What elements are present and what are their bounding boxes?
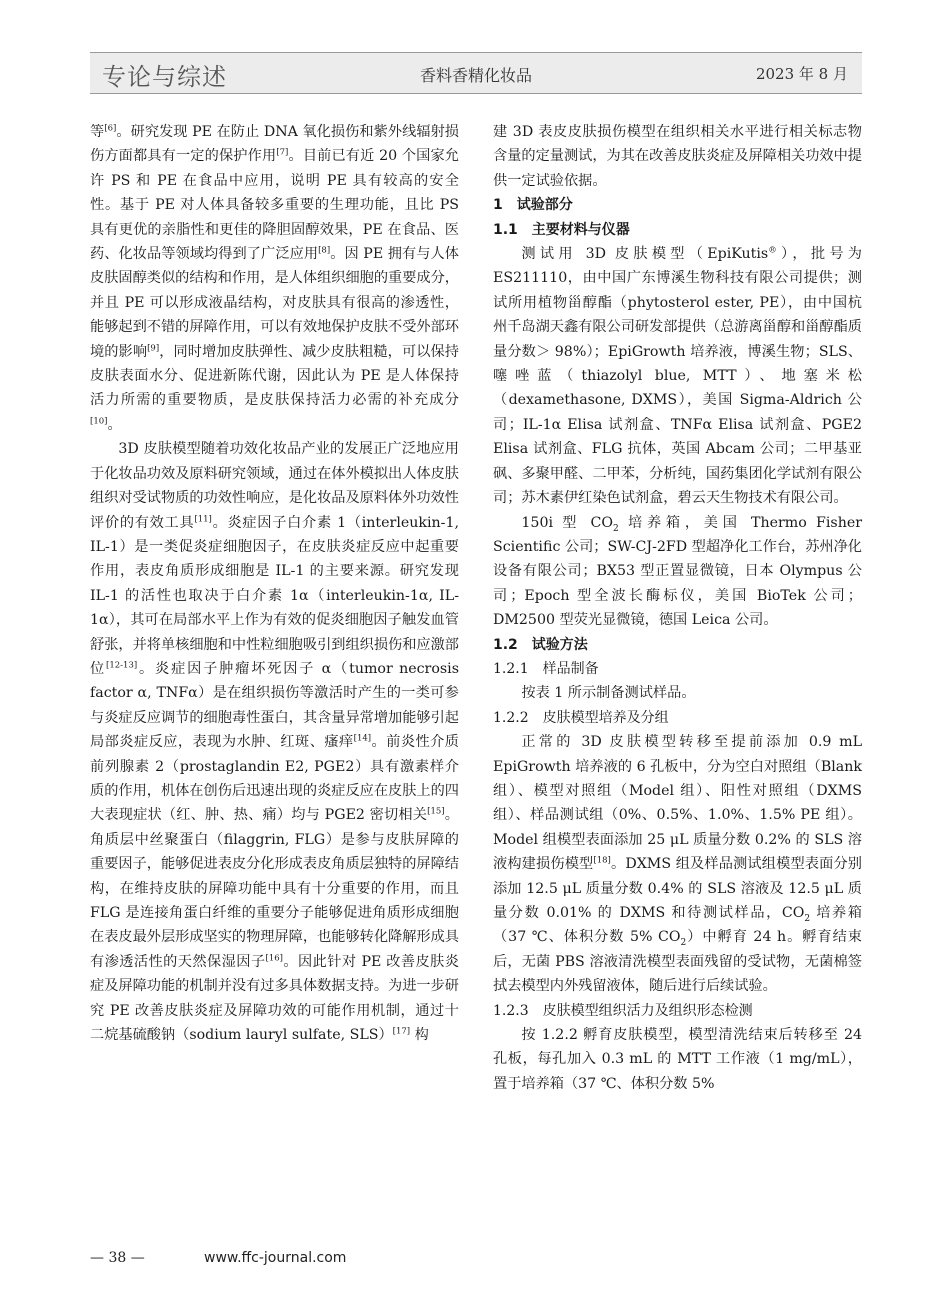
paragraph-instruments: 150i 型 $CO_2$ 培养箱，美国 Thermo Fisher Scientific 公司；SW-CJ-2FD 型超净化工作台，苏州净化设备有限公司；BX53 型正置显微镜，日本 Olympus 公司；Epoch 型全波长酶标仪，美国 BioTek 公司；DM2500 型荧光显微镜，德国 Leica 公司。 <box>493 514 863 629</box>
section-title: 专论与综述 <box>102 63 227 91</box>
paragraph-materials: 测试用 3D 皮肤模型（EpiKutis®），批号为 ES211110，由中国广东博溪生物科技有限公司提供；测试所用植物甾醇酯（phytosterol ester, PE），由中国杭州千岛湖天鑫有限公司研发部提供（总游离甾醇和甾醇酯质量分数＞ 98%）；EpiGrowth 培养液，博溪生物；SLS、噻唑蓝（thiazolyl blue, MTT）、地塞米松（dexamethasone, DXMS），美国 Sigma-Aldrich 公司；IL-1α Elisa 试剂盒、TNFα Elisa 试剂盒、PGE2 Elisa 试剂盒、FLG 抗体，英国 Abcam 公司；二甲基亚砜、多聚甲醛、二甲苯，分析纯，国药集团化学试剂有限公司；苏木素伊红染色试剂盒，碧云天生物技术有限公司。 <box>493 245 862 507</box>
paragraph-sample-prep: 按表 1 所示制备测试样品。 <box>521 685 696 702</box>
citation: [6] <box>104 123 117 134</box>
citation: [9] <box>147 342 160 353</box>
citation: [12-13] <box>106 660 138 671</box>
subsection-heading-materials: 1.1 主要材料与仪器 <box>493 221 630 238</box>
citation: [17] <box>392 1026 411 1037</box>
paragraph-continuation: 建 3D 表皮皮肤损伤模型在组织相关水平进行相关标志物含量的定量测试，为其在改善皮肤炎症及屏障相关功效中提供一定试验依据。 <box>493 124 862 189</box>
citation: [7] <box>276 147 289 158</box>
subsubsection-heading-viability: 1.2.3 皮肤模型组织活力及组织形态检测 <box>493 1002 753 1019</box>
section-heading-experiment: 1 试验部分 <box>493 197 573 214</box>
left-column <box>90 120 459 1047</box>
subsubsection-heading-sample-prep: 1.2.1 样品制备 <box>493 660 599 677</box>
registered-mark: ® <box>768 245 777 256</box>
paragraph-culture: 正常的 3D 皮肤模型转移至提前添加 0.9 mL EpiGrowth 培养液的 6 孔板中，分为空白对照组（Blank 组）、模型对照组（Model 组）、阳性对照组（DXMS 组）、样品测试组（0%、0.5%、1.0%、1.5% PE 组）。Model 组模型表面添加 25 μL 质量分数 0.2% 的 SLS 溶液构建损伤模型[18]。DXMS 组及样品测试组模型表面分别添加 12.5 μL 质量分数 0.4% 的 SLS 溶液及 12.5 μL 质量分数 0.01% 的 DXMS 和待测试样品，$CO_2$ 培养箱（37 ℃、体积分数 5% $CO_2$）中孵育 24 h。孵育结束后，无菌 PBS 溶液清洗模型表面残留的受试物，无菌棉签拭去模型内外残留液体，随后进行后续试验。 <box>493 734 862 995</box>
paragraph-pe-safety: 等[6]。研究发现 PE 在防止 DNA 氧化损伤和紫外线辐射损伤方面都具有一定的保护作用[7]。目前已有近 20 个国家允许 PS 和 PE 在食品中应用，说明 PE 具有较高的安全性。基于 PE 对人体具备较多重要的生理功能，且比 PS 具有更优的亲脂性和更佳的降胆固醇效果，PE 在食品、医药、化妆品等领域均得到了广泛应用[8]。因 PE 拥有与人体皮肤固醇类似的结构和作用，是人体组织细胞的重要成分，并且 PE 可以形成液晶结构，对皮肤具有很高的渗透性，能够起到不错的屏障作用，可以有效地保护皮肤不受外部环境的影响[9]，同时增加皮肤弹性、减少皮肤粗糙，可以保持皮肤表面水分、促进新陈代谢，因此认为 PE 是人体保持活力所需的重要物质，是皮肤保持活力必需的补充成分[10]。 <box>90 123 459 433</box>
page-footer <box>90 1250 347 1266</box>
paragraph-3d-skin-model: 3D 皮肤模型随着功效化妆品产业的发展正广泛地应用于化妆品功效及原料研究领域，通过在体外模拟出人体皮肤组织对受试物质的功效性响应，是化妆品及原料体外功效性评价的有效工具[11]。炎症因子白介素 1（interleukin-1, IL-1）是一类促炎症细胞因子，在皮肤炎症反应中起重要作用，表皮角质形成细胞是 IL-1 的主要来源。研究发现 IL-1 的活性也取决于白介素 1α（interleukin-1α, IL-1α），其可在局部水平上作为有效的促炎细胞因子触发血管舒张，并将单核细胞和中性粒细胞吸引到组织损伤和应激部位[12-13]。炎症因子肿瘤坏死因子 α（tumor necrosis factor α, TNFα）是在组织损伤等激活时产生的一类可参与炎症反应调节的细胞毒性蛋白，其含量异常增加能够引起局部炎症反应，表现为水肿、红斑、瘙痒[14]。前炎性介质前列腺素 2（prostaglandin E2, PGE2）具有激素样介质的作用，机体在创伤后迅速出现的炎症反应在皮肤上的四大表现症状（红、肿、热、痛）均与 PGE2 密切相关[15]。角质层中丝聚蛋白（filaggrin, FLG）是参与皮肤屏障的重要因子，能够促进表皮分化形成表皮角质层独特的屏障结构，在维持皮肤的屏障功能中具有十分重要的作用，而且 FLG 是连接角蛋白纤维的重要分子能够促进角质形成细胞在表皮最外层形成坚实的物理屏障，也能够转化降解形成具有渗透活性的天然保湿因子[16]。因此针对 PE 改善皮肤炎症及屏障功能的机制并没有过多具体数据支持。为进一步研究 PE 改善皮肤炎症及屏障功效的可能作用机制，通过十二烷基硫酸钠（sodium lauryl sulfate, SLS）[17] 构 <box>90 441 459 1044</box>
citation: [8] <box>318 245 331 256</box>
page-number: — 38 — <box>90 1250 145 1266</box>
citation: [15] <box>427 806 445 817</box>
subsection-heading-methods: 1.2 试验方法 <box>493 636 588 653</box>
citation: [10] <box>90 416 108 427</box>
citation: [18] <box>593 855 611 866</box>
citation: [11] <box>194 513 212 524</box>
subsubsection-heading-culture: 1.2.2 皮肤模型培养及分组 <box>493 709 669 726</box>
issue-date: 2023 年 8 月 <box>755 65 848 83</box>
paragraph-viability: 按 1.2.2 孵育皮肤模型，模型清洗结束后转移至 24 孔板，每孔加入 0.3 mL 的 MTT 工作液（1 mg/mL），置于培养箱（37 ℃、体积分数 5% <box>493 1027 862 1092</box>
citation: [16] <box>265 953 283 964</box>
running-header <box>90 52 862 94</box>
right-column <box>493 120 862 1096</box>
journal-url: www.ffc-journal.com <box>204 1250 347 1266</box>
journal-name: 香料香精化妆品 <box>420 66 533 85</box>
citation: [14] <box>353 733 372 744</box>
